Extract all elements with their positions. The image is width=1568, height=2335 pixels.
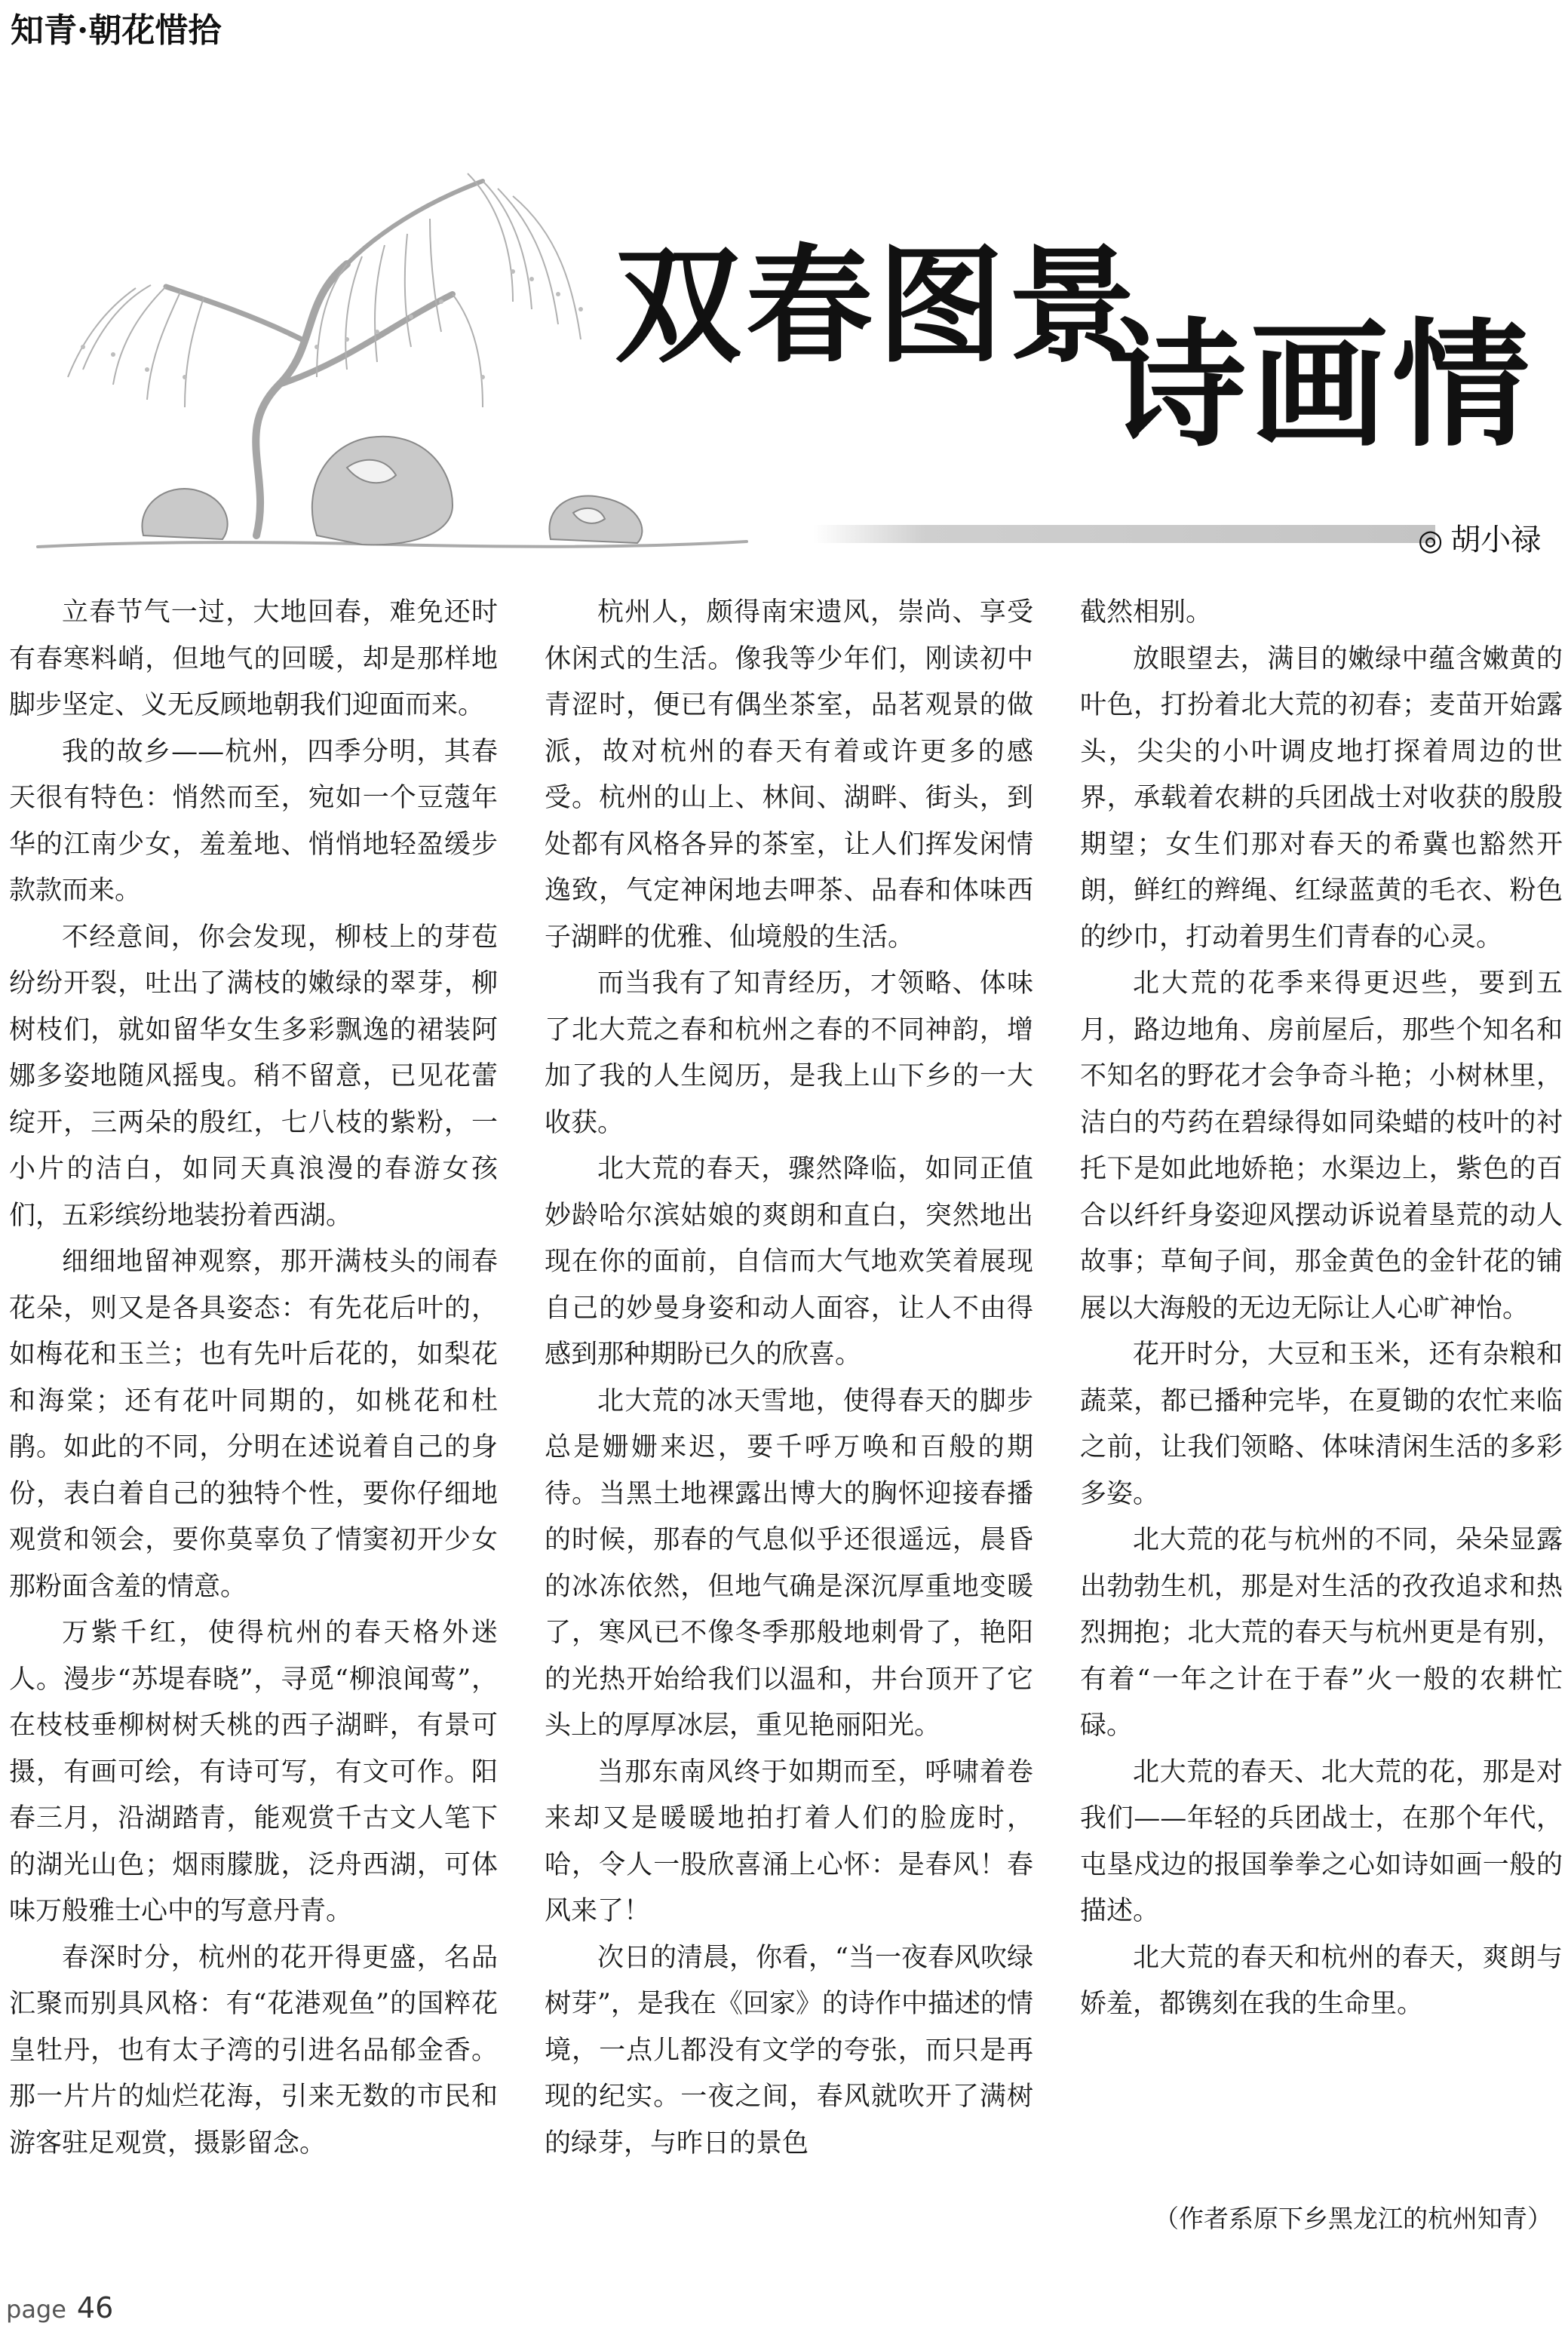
paragraph: 而当我有了知青经历，才领略、体味了北大荒之春和杭州之春的不同神韵，增加了我的人生阅历，是我上山下乡的一大收获。: [545, 968, 1033, 1138]
paragraph: 细细地留神观察，那开满枝头的闹春花朵，则又是各具姿态：有先花后叶的，如梅花和玉兰；也有先叶后花的，如梨花和海棠；还有花叶同期的，如桃花和杜鹃。如此的不同，分明在述说着自己的身份，表白着自己的独特个性，要你仔细地观赏和领会，要你莫辜负了情窦初开少女那粉面含羞的情意。: [9, 1247, 498, 1602]
paragraph-continuation: 截然相别。: [1080, 597, 1213, 627]
byline-rule: [813, 525, 1435, 543]
paragraph: 我的故乡——杭州，四季分明，其春天很有特色：悄然而至，宛如一个豆蔻年华的江南少女，羞羞地、悄悄地轻盈缓步款款而来。: [9, 736, 498, 906]
section-header: 知青·朝花惜拾: [11, 11, 222, 50]
paragraph: 杭州人，颇得南宋遗风，崇尚、享受休闲式的生活。像我等少年们，刚读初中青涩时，便已有偶坐茶室，品茗观景的做派，故对杭州的春天有着或许更多的感受。杭州的山上、林间、湖畔、街头，到处都有风格各异的茶室，让人们挥发闲情逸致，气定神闲地去呷茶、品春和体味西子湖畔的优雅、仙境般的生活。: [545, 597, 1033, 953]
paragraph: 当那东南风终于如期而至，呼啸着卷来却又是暖暖地拍打着人们的脸庞时，哈，令人一股欣喜涌上心怀：是春风！春风来了！: [545, 1757, 1033, 1926]
byline-symbol: ◎: [1418, 523, 1444, 557]
paragraph: 次日的清晨，你看，“当一夜春风吹绿树芽”，是我在《回家》的诗作中描述的情境，一点儿都没有文学的夸张，而只是再现的纪实。一夜之间，春风就吹开了满树的绿芽，与昨日的景色: [545, 1942, 1033, 2159]
page-footer: [6, 2285, 113, 2332]
paragraph: 北大荒的花季来得更迟些，要到五月，路边地角、房前屋后，那些个知名和不知名的野花才会争奇斗艳；小树林里，洁白的芍药在碧绿得如同染蜡的枝叶的衬托下是如此地娇艳；水渠边上，紫色的百合以纤纤身姿迎风摆动诉说着垦荒的动人故事；草甸子间，那金黄色的金针花的铺展以大海般的无边无际让人心旷神怡。: [1080, 968, 1563, 1324]
page-word: page: [6, 2295, 66, 2324]
paragraph: 不经意间，你会发现，柳枝上的芽苞纷纷开裂，吐出了满枝的嫩绿的翠芽，柳树枝们，就如留华女生多彩飘逸的裙装阿娜多姿地随风摇曳。稍不留意，已见花蕾绽开，三两朵的殷红，七八枝的紫粉，一小片的洁白，如同天真浪漫的春游女孩们，五彩缤纷地装扮着西湖。: [9, 922, 498, 1231]
text-column-3: [1080, 590, 1563, 2028]
author-note: （作者系原下乡黑龙江的杭州知青）: [1154, 2204, 1552, 2233]
article-title-line-1: 双春图景: [615, 231, 1140, 380]
text-column-2: [545, 590, 1033, 2167]
article-title-line-2: 诗画情: [1109, 304, 1534, 465]
paragraph: 北大荒的春天和杭州的春天，爽朗与娇羞，都镌刻在我的生命里。: [1080, 1942, 1563, 2019]
author-name: 胡小禄: [1450, 523, 1542, 557]
byline: [1418, 519, 1561, 561]
paragraph: 花开时分，大豆和玉米，还有杂粮和蔬菜，都已播种完毕，在夏锄的农忙来临之前，让我们领略、体味清闲生活的多彩多姿。: [1080, 1339, 1563, 1509]
paragraph: 万紫千红，使得杭州的春天格外迷人。漫步“苏堤春晓”，寻觅“柳浪闻莺”，在枝枝垂柳树树夭桃的西子湖畔，有景可摄，有画可绘，有诗可写，有文可作。阳春三月，沿湖踏青，能观赏千古文人笔下的湖光山色；烟雨朦胧，泛舟西湖，可体味万般雅士心中的写意丹青。: [9, 1618, 498, 1926]
paragraph: 春深时分，杭州的花开得更盛，名品汇聚而别具风格：有“花港观鱼”的国粹花皇牡丹，也有太子湾的引进名品郁金香。那一片片的灿烂花海，引来无数的市民和游客驻足观赏，摄影留念。: [9, 1942, 498, 2159]
text-column-1: [9, 590, 498, 2167]
paragraph: 北大荒的春天、北大荒的花，那是对我们——年轻的兵团战士，在那个年代，屯垦戍边的报国拳拳之心如诗如画一般的描述。: [1080, 1757, 1563, 1926]
paragraph: 北大荒的冰天雪地，使得春天的脚步总是姗姗来迟，要千呼万唤和百般的期待。当黑土地裸露出博大的胸怀迎接春播的时候，那春的气息似乎还很遥远，晨昏的冰冻依然，但地气确是深沉厚重地变暖了，寒风已不像冬季那般地刺骨了，艳阳的光热开始给我们以温和，井台顶开了它头上的厚厚冰层，重见艳丽阳光。: [545, 1385, 1033, 1741]
paragraph: 北大荒的春天，骤然降临，如同正值妙龄哈尔滨姑娘的爽朗和直白，突然地出现在你的面前，自信而大气地欢笑着展现自己的妙曼身姿和动人面容，让人不由得感到那种期盼已久的欣喜。: [545, 1154, 1033, 1370]
paragraph: 立春节气一过，大地回春，难免还时有春寒料峭，但地气的回暖，却是那样地脚步坚定、义无反顾地朝我们迎面而来。: [9, 597, 498, 720]
paragraph: 北大荒的花与杭州的不同，朵朵显露出勃勃生机，那是对生活的孜孜追求和热烈拥抱；北大荒的春天与杭州更是有别，有着“一年之计在于春”火一般的农耕忙碌。: [1080, 1525, 1563, 1741]
page-number: 46: [76, 2291, 114, 2324]
paragraph: 放眼望去，满目的嫩绿中蕴含嫩黄的叶色，打扮着北大荒的初春；麦苗开始露头，尖尖的小叶调皮地打探着周边的世界，承载着农耕的兵团战士对收获的殷殷期望；女生们那对春天的希冀也豁然开朗，鲜红的辫绳、红绿蓝黄的毛衣、粉色的纱巾，打动着男生们青春的心灵。: [1080, 643, 1563, 953]
